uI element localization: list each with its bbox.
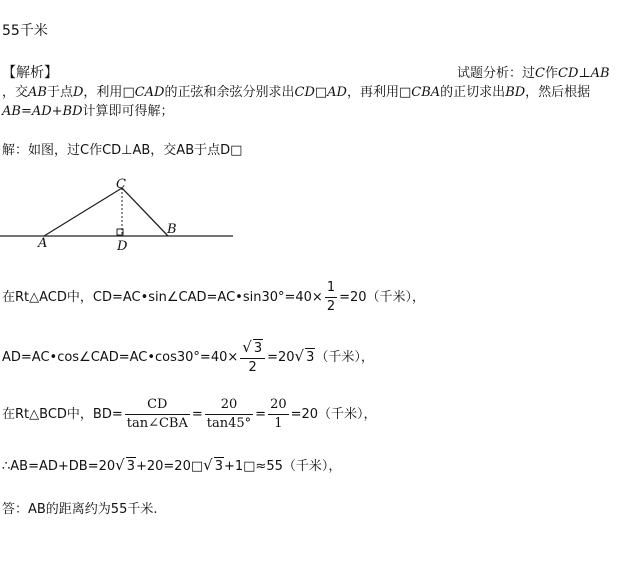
fraction: $\frac{20}{\tan 45^\circ}$ [206, 397, 252, 431]
math-expression: AB [28, 85, 47, 100]
eq-text: ∴AB=AD+DB=20 [2, 459, 116, 474]
eq-text: =20（千米）， [290, 407, 377, 422]
equation-bd [2, 396, 377, 433]
eq-text: 在Rt△ACD中，CD=AC•sin∠CAD=AC•sin30°=40× [2, 290, 323, 305]
segment-ac [44, 188, 122, 236]
math-expression: CD [294, 85, 315, 100]
segment-cb [122, 188, 168, 236]
solution-intro: 解：如图，过C作CD⊥AB，交AB于点D□ [2, 143, 243, 158]
analysis-text: 作 [544, 66, 558, 81]
fraction: $\frac{20}{1}$ [270, 397, 287, 431]
radicand: 3 [126, 459, 135, 474]
analysis-text: □ [314, 85, 328, 100]
analysis-label: 试题分析： [457, 66, 523, 81]
eq-text: AD=AC•cos∠CAD=AC•cos30°=40× [2, 350, 239, 365]
eq-text: =20 [267, 350, 295, 365]
equation-ab: ∴AB=AD+DB=20√ 3+20=20□√ 3+1□≈55（千米）， [2, 456, 342, 474]
math-expression: □CBA [399, 85, 441, 100]
analysis-text: ，利用 [83, 85, 123, 100]
eq-text: +20=20□ [135, 459, 204, 474]
radicand: 3 [214, 459, 223, 474]
analysis-text: 的正切求出 [440, 85, 506, 100]
analysis-text: 于点 [46, 85, 73, 100]
eq-text: +1□≈55（千米）， [223, 459, 342, 474]
jiexi-label: 【解析】 [2, 65, 58, 81]
equation-cd [2, 279, 425, 316]
answer-line: 55千米 [2, 23, 48, 39]
fraction: $\frac{CD}{\text{tan∠CBA}}$ [126, 397, 188, 431]
label-a: A [38, 236, 48, 251]
point-label: C [535, 66, 545, 81]
geometry-figure [0, 170, 240, 255]
math-expression: □CAD [122, 85, 165, 100]
analysis-text: 过 [522, 66, 536, 81]
point-label: D [72, 85, 84, 100]
label-c: C [116, 177, 126, 192]
math-expression: CD⊥AB [558, 66, 610, 81]
equation-ad: AD=AC•cos∠CAD=AC•cos30°=40× $\frac{√ 3}{2}$ =20√ 3（千米）， [2, 338, 374, 375]
fraction: $\frac{√ 3}{2}$ [240, 338, 265, 377]
analysis-text: ，交 [2, 85, 29, 100]
conclusion: 答：AB的距离约为55千米. [2, 502, 158, 517]
fraction: $\frac{1}{2}$ [326, 280, 336, 314]
eq-text: 在Rt△BCD中，BD= [2, 407, 123, 422]
math-expression: BD [505, 85, 526, 100]
analysis-line-3 [2, 100, 174, 119]
analysis-line-2 [2, 81, 590, 100]
label-d: D [117, 239, 128, 254]
eq-text: = [191, 407, 203, 422]
label-b: B [167, 222, 177, 237]
eq-text: （千米）， [315, 350, 374, 365]
analysis-label-line [457, 62, 610, 81]
eq-text: = [255, 407, 267, 422]
analysis-text: 计算即可得解； [82, 104, 174, 119]
radicand: 3 [306, 350, 315, 365]
math-expression: AB=AD+BD [2, 104, 83, 119]
math-expression: AD [327, 85, 347, 100]
analysis-text: ，再利用 [346, 85, 399, 100]
analysis-text: 的正弦和余弦分别求出 [164, 85, 295, 100]
eq-text: =20（千米）， [339, 290, 426, 305]
analysis-text: ，然后根据 [525, 85, 591, 100]
